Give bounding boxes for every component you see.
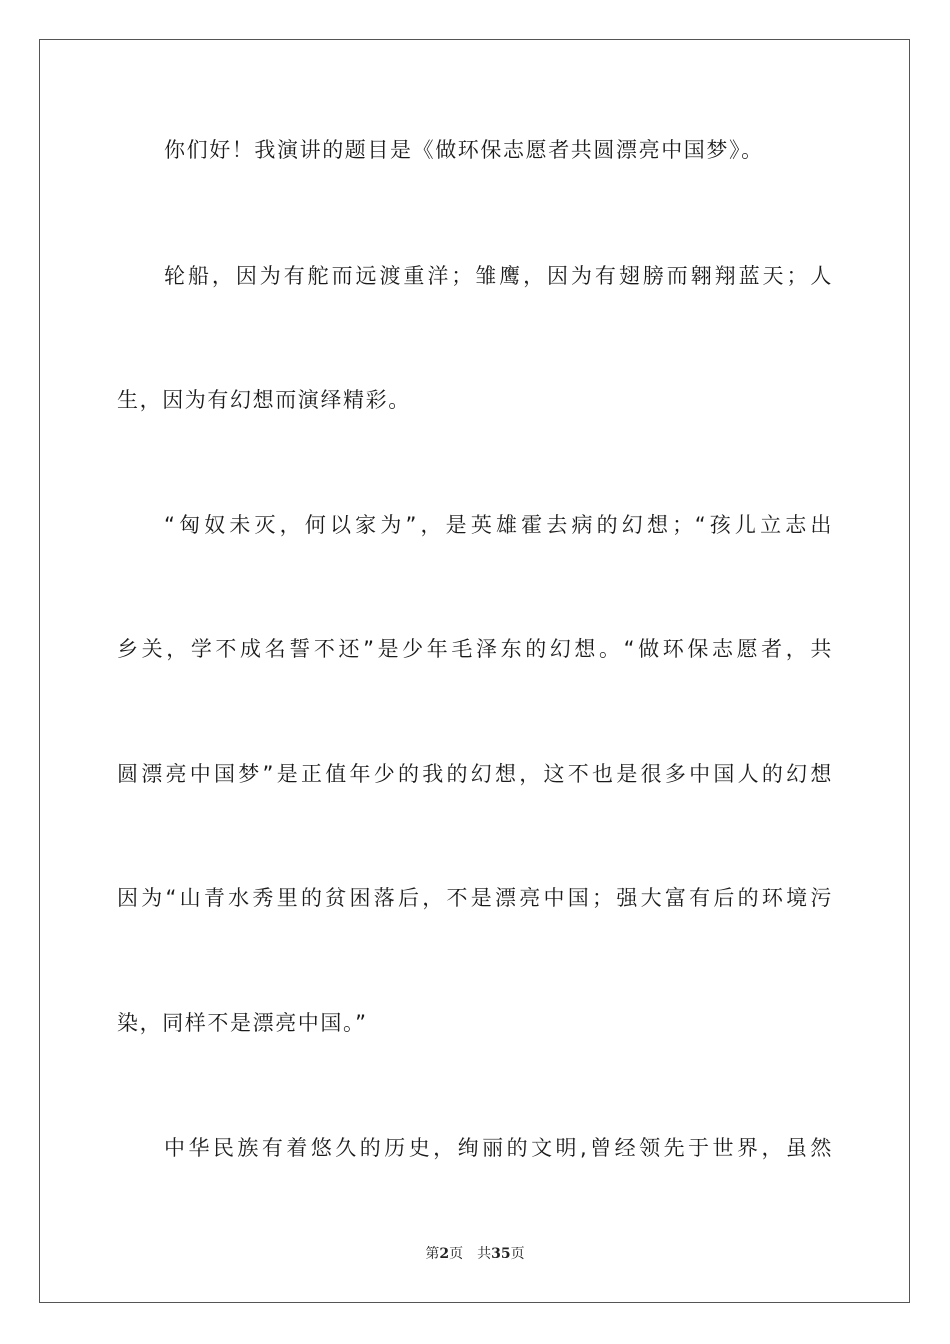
paragraph-3-line-1: “匈奴未灭，何以家为”，是英雄霍去病的幻想；“孩儿立志出 (164, 513, 833, 537)
paragraph-2-line-2: 生，因为有幻想而演绎精彩。 (117, 388, 411, 412)
paragraph-3-line-2: 乡关，学不成名誓不还”是少年毛泽东的幻想。“做环保志愿者，共 (117, 637, 833, 661)
total-suffix: 页 (510, 1246, 525, 1262)
paragraph-1-line-1: 你们好！我演讲的题目是《做环保志愿者共圆漂亮中国梦》。 (164, 138, 764, 162)
page-border (39, 39, 910, 1303)
page-suffix: 页 (449, 1246, 464, 1262)
paragraph-3-line-4: 因为“山青水秀里的贫困落后，不是漂亮中国；强大富有后的环境污 (117, 886, 833, 910)
page-prefix: 第 (425, 1246, 440, 1262)
paragraph-3-line-3: 圆漂亮中国梦”是正值年少的我的幻想，这不也是很多中国人的幻想 (117, 762, 833, 786)
total-pages: 35 (491, 1246, 511, 1262)
paragraph-4-line-1: 中华民族有着悠久的历史，绚丽的文明,曾经领先于世界，虽然 (164, 1136, 833, 1160)
paragraph-3-line-5: 染，同样不是漂亮中国。” (117, 1011, 368, 1035)
paragraph-2-line-1: 轮船，因为有舵而远渡重洋；雏鹰，因为有翅膀而翱翔蓝天；人 (164, 264, 833, 288)
page-number: 2 (439, 1246, 450, 1262)
total-prefix: 共 (477, 1246, 492, 1262)
page-footer (0, 1244, 950, 1264)
